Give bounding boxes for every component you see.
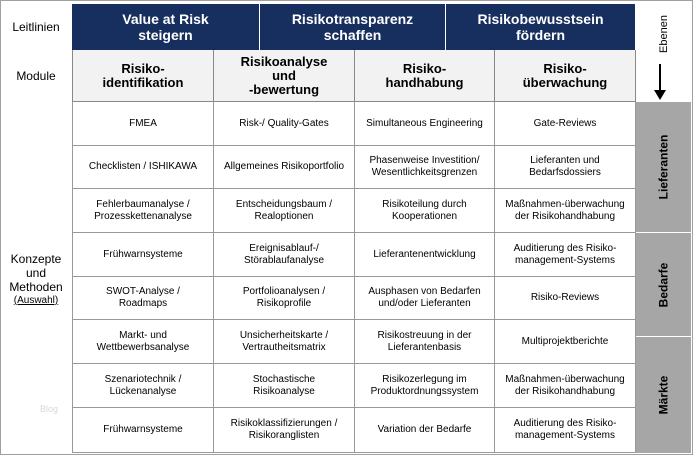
leitlinie-value-at-risk bbox=[72, 4, 260, 50]
method-cell-line2: Lieferantenbasis bbox=[387, 341, 462, 353]
side-label-maerkte bbox=[636, 337, 691, 453]
method-cell bbox=[72, 146, 214, 189]
method-cell-line1: Portfolioanalysen / bbox=[242, 286, 326, 297]
method-cell-line2: Prozesskettenanalyse bbox=[94, 210, 192, 222]
down-arrow-icon bbox=[650, 62, 670, 102]
method-cell-line1: Risikoteilung durch bbox=[382, 198, 467, 210]
method-cell bbox=[214, 102, 355, 146]
konzepte-line-2: und bbox=[25, 266, 47, 280]
leitlinie-2-line1: Risikotransparenz bbox=[291, 11, 414, 27]
method-cell-line1: Gate-Reviews bbox=[533, 117, 597, 129]
method-cell bbox=[214, 277, 355, 320]
method-cell bbox=[495, 233, 636, 277]
method-cell-line1: Maßnahmen-überwachung bbox=[505, 198, 625, 210]
method-cell-line2: Wettbewerbsanalyse bbox=[96, 341, 190, 353]
method-cell bbox=[72, 277, 214, 320]
method-cell bbox=[355, 233, 495, 277]
method-cell bbox=[355, 189, 495, 233]
method-cell bbox=[495, 102, 636, 146]
method-cell-line2: der Risikohandhabung bbox=[514, 210, 616, 222]
method-cell-line1: Risikozerlegung im bbox=[382, 373, 467, 385]
leitlinie-1-line1: Value at Risk bbox=[122, 11, 209, 27]
method-cell-line1: Ereignisablauf-/ bbox=[249, 242, 319, 254]
leitlinie-3-line2: fördern bbox=[516, 27, 565, 43]
module-1-line1: Risiko- bbox=[121, 60, 165, 76]
method-cell-line1: SWOT-Analyse / bbox=[106, 286, 180, 297]
method-cell bbox=[495, 408, 636, 453]
method-cell-line1: Markt- und bbox=[119, 329, 167, 341]
method-cell-line1: FMEA bbox=[129, 117, 157, 129]
module-2-line1: Risikoanalyse bbox=[240, 53, 328, 69]
method-cell-line1: Ausphasen von Bedarfen bbox=[368, 286, 481, 297]
method-cell-line2: Bedarfsdossiers bbox=[529, 167, 601, 178]
leitlinie-2-line2: schaffen bbox=[323, 27, 382, 43]
method-cell-line1: Entscheidungsbaum / bbox=[235, 198, 333, 210]
konzepte-label bbox=[0, 240, 72, 320]
method-cell-line2: der Risikohandhabung bbox=[514, 385, 616, 397]
method-cell-line1: Risk-/ Quality-Gates bbox=[239, 117, 329, 129]
method-cell-line2: Roadmaps bbox=[118, 298, 168, 309]
method-cell-line2: Produktordnungssystem bbox=[370, 385, 479, 397]
method-cell bbox=[214, 320, 355, 364]
method-cell-line2: Risikoprofile bbox=[256, 298, 312, 309]
module-1-line2: identifikation bbox=[102, 74, 184, 90]
method-cell bbox=[495, 277, 636, 320]
method-cell bbox=[495, 146, 636, 189]
method-cell bbox=[72, 233, 214, 277]
method-cell-line1: Multiprojektberichte bbox=[521, 335, 609, 347]
method-cell-line1: Phasenweise Investition/ bbox=[369, 155, 480, 166]
method-cell-line1: Auditierung des Risiko- bbox=[513, 242, 617, 254]
leitlinie-risikobewusstsein bbox=[446, 4, 635, 50]
ebenen-label-text: Ebenen bbox=[658, 15, 670, 53]
method-cell bbox=[214, 408, 355, 453]
leitlinie-3-line1: Risikobewusstsein bbox=[477, 11, 604, 27]
method-cell-line2: und/oder Lieferanten bbox=[378, 298, 471, 309]
method-cell bbox=[355, 146, 495, 189]
method-cell-line1: Risiko-Reviews bbox=[530, 292, 600, 303]
leitlinie-1-line2: steigern bbox=[138, 27, 193, 43]
watermark-text: Blog bbox=[40, 404, 59, 414]
module-4-line2: überwachung bbox=[522, 74, 608, 90]
module-label-text: Module bbox=[16, 69, 56, 83]
method-cell bbox=[72, 189, 214, 233]
leitlinien-label bbox=[0, 5, 72, 49]
method-cell bbox=[214, 233, 355, 277]
method-cell bbox=[495, 320, 636, 364]
module-risikoueberwachung bbox=[495, 50, 636, 102]
method-cell bbox=[495, 189, 636, 233]
method-cell-line1: Maßnahmen-überwachung bbox=[505, 373, 625, 385]
method-cell-line1: Simultaneous Engineering bbox=[366, 117, 483, 129]
method-cell-line1: Frühwarnsysteme bbox=[103, 424, 183, 435]
method-cell-line2: Kooperationen bbox=[391, 210, 458, 222]
method-cell bbox=[72, 364, 214, 408]
module-2-line2: und bbox=[272, 67, 296, 83]
method-cell-line1: Unsicherheitskarte / bbox=[239, 329, 329, 341]
side-label-maerkte-text: Märkte bbox=[656, 375, 671, 415]
ebenen-label bbox=[636, 4, 692, 64]
method-cell-line2: Vertrautheitsmatrix bbox=[242, 341, 326, 353]
auswahl-label: (Auswahl) bbox=[13, 295, 59, 306]
method-cell-line2: Risikoranglisten bbox=[248, 430, 320, 441]
module-3-line2: handhabung bbox=[385, 74, 464, 90]
module-3-line1: Risiko- bbox=[402, 60, 447, 76]
method-cell bbox=[214, 146, 355, 189]
method-cell-line1: Stochastische bbox=[252, 373, 316, 385]
side-label-bedarfe-text: Bedarfe bbox=[656, 262, 671, 307]
method-cell bbox=[355, 277, 495, 320]
method-cell-line1: Lieferantenentwicklung bbox=[373, 248, 476, 260]
method-cell-line2: management-Systems bbox=[514, 254, 616, 266]
module-label bbox=[0, 52, 72, 100]
method-cell-line1: Risikostreuung in der bbox=[377, 329, 472, 341]
method-cell bbox=[214, 189, 355, 233]
method-cell-line1: Risikoklassifizierungen / bbox=[230, 418, 338, 429]
module-2-line3: -bewertung bbox=[248, 81, 320, 97]
method-cell-line1: Frühwarnsysteme bbox=[103, 248, 183, 260]
method-cell-line2: Lückenanalyse bbox=[109, 385, 177, 397]
method-cell-line1: Allgemeines Risikoportfolio bbox=[223, 161, 345, 172]
method-cell-line1: Lieferanten und bbox=[530, 155, 600, 166]
method-cell bbox=[72, 102, 214, 146]
method-cell-line2: Realoptionen bbox=[254, 210, 314, 222]
module-4-line1: Risiko- bbox=[543, 60, 587, 76]
side-label-lieferanten-text: Lieferanten bbox=[656, 134, 671, 200]
method-cell-line1: Fehlerbaumanalyse / bbox=[96, 198, 190, 210]
method-cell bbox=[72, 408, 214, 453]
method-cell-line1: Szenariotechnik / bbox=[104, 373, 182, 385]
method-cell bbox=[495, 364, 636, 408]
leitlinie-risikotransparenz bbox=[260, 4, 446, 50]
method-cell-line2: Störablaufanalyse bbox=[243, 254, 325, 266]
method-cell-line2: Risikoanalyse bbox=[253, 385, 315, 397]
method-cell bbox=[355, 320, 495, 364]
method-cell bbox=[355, 364, 495, 408]
konzepte-line-1: Konzepte bbox=[10, 252, 62, 266]
method-cell-line1: Auditierung des Risiko- bbox=[513, 418, 617, 429]
side-label-lieferanten bbox=[636, 102, 691, 233]
side-label-bedarfe bbox=[636, 233, 691, 337]
method-cell bbox=[72, 320, 214, 364]
konzepte-line-3: Methoden bbox=[9, 280, 63, 294]
method-cell bbox=[355, 408, 495, 453]
method-cell-line1: Checklisten / ISHIKAWA bbox=[88, 161, 198, 172]
watermark bbox=[40, 404, 58, 414]
method-cell-line1: Variation der Bedarfe bbox=[377, 424, 472, 435]
module-risikohandhabung bbox=[355, 50, 495, 102]
method-cell-line2: Wesentlichkeitsgrenzen bbox=[371, 167, 478, 178]
module-risikoidentifikation bbox=[72, 50, 214, 102]
method-cell bbox=[214, 364, 355, 408]
method-cell-line2: management-Systems bbox=[514, 430, 616, 441]
module-risikoanalyse bbox=[214, 50, 355, 102]
method-cell bbox=[355, 102, 495, 146]
leitlinien-label-text: Leitlinien bbox=[12, 20, 60, 34]
